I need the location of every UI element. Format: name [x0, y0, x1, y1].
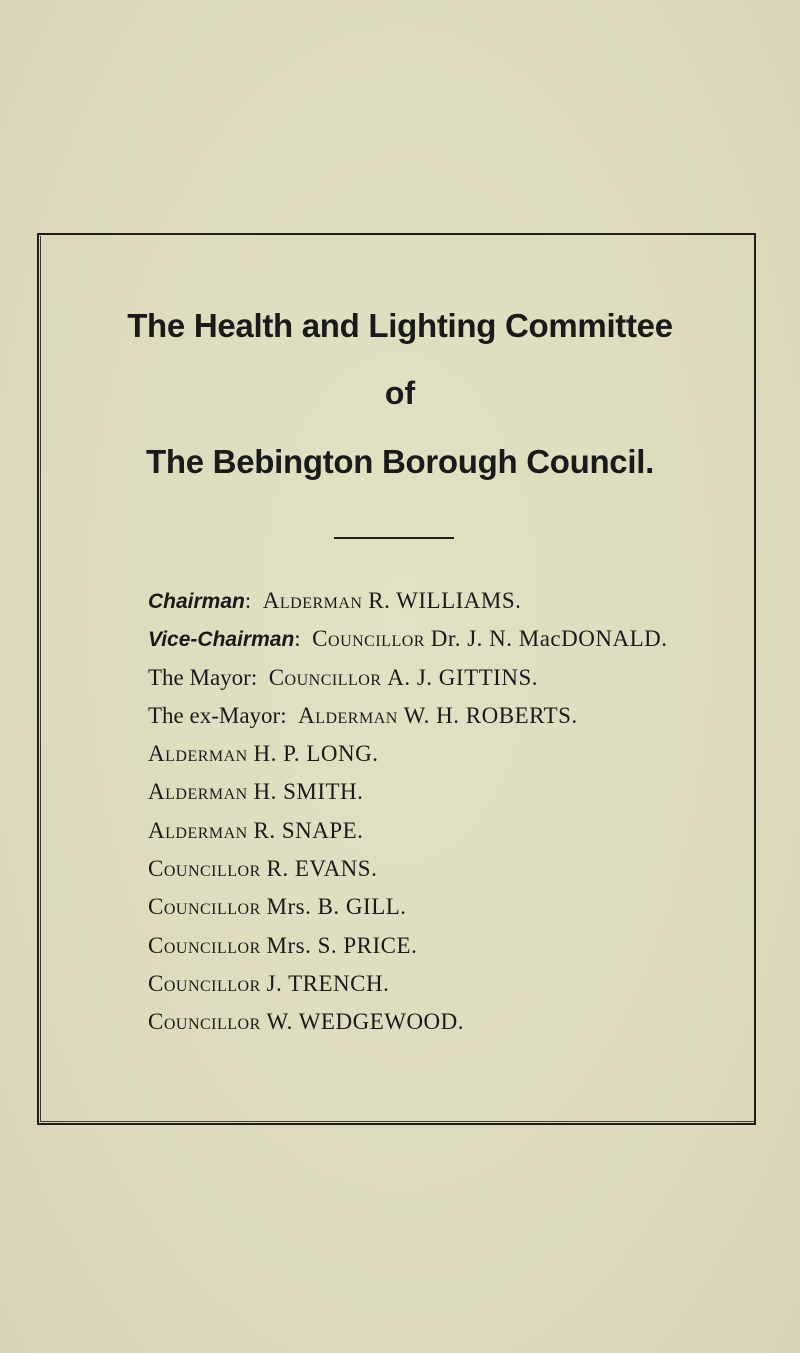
member-row	[148, 773, 667, 811]
member-name: H. SMITH.	[253, 779, 364, 805]
role-separator: :	[250, 664, 258, 690]
member-role: Vice-Chairman	[148, 628, 295, 652]
role-separator: :	[280, 702, 287, 728]
member-row-mayor	[148, 659, 667, 697]
member-name: J. TRENCH.	[266, 970, 390, 996]
member-role: The Mayor	[148, 664, 251, 690]
member-name: R. EVANS.	[266, 856, 378, 882]
member-name: W. WEDGEWOOD.	[266, 1009, 465, 1035]
member-office: Councillor	[312, 626, 425, 652]
member-office: Councillor	[148, 894, 261, 920]
title-connector: of	[384, 375, 416, 411]
member-office: Alderman	[148, 741, 248, 767]
role-separator: :	[244, 588, 252, 613]
member-office: Alderman	[148, 779, 248, 805]
member-row	[148, 927, 667, 965]
member-name: W. H. ROBERTS.	[403, 702, 578, 728]
member-office: Councillor	[148, 856, 261, 882]
member-row	[148, 735, 667, 773]
member-name: Mrs. S. PRICE.	[266, 932, 418, 958]
member-row	[148, 850, 667, 888]
member-office: Alderman	[148, 817, 248, 843]
member-row-chairman	[148, 582, 667, 620]
member-row	[148, 888, 667, 926]
member-office: Councillor	[148, 1009, 261, 1035]
member-office: Alderman	[298, 702, 398, 728]
role-separator: :	[294, 626, 301, 652]
committee-title: The Health and Lighting Committee	[127, 307, 673, 344]
member-name: R. SNAPE.	[253, 817, 364, 843]
member-name: H. P. LONG.	[253, 741, 379, 767]
member-row	[148, 1003, 667, 1041]
member-office: Councillor	[148, 970, 261, 996]
member-name: Dr. J. N. MacDONALD.	[430, 626, 668, 652]
section-divider	[334, 537, 454, 539]
member-name: Mrs. B. GILL.	[266, 894, 407, 920]
member-row-ex-mayor	[148, 697, 667, 735]
member-name: A. J. GITTINS.	[387, 664, 538, 690]
member-row-vice-chairman	[148, 620, 667, 658]
member-role: The ex-Mayor	[148, 702, 281, 728]
member-row	[148, 965, 667, 1003]
member-name: R. WILLIAMS.	[368, 588, 522, 613]
member-role: Chairman	[148, 590, 245, 613]
member-office: Councillor	[148, 932, 261, 958]
member-office: Councillor	[268, 664, 382, 690]
member-row	[148, 812, 667, 850]
member-list	[148, 582, 667, 1042]
council-title: The Bebington Borough Council.	[146, 443, 654, 480]
member-office: Alderman	[262, 588, 363, 613]
